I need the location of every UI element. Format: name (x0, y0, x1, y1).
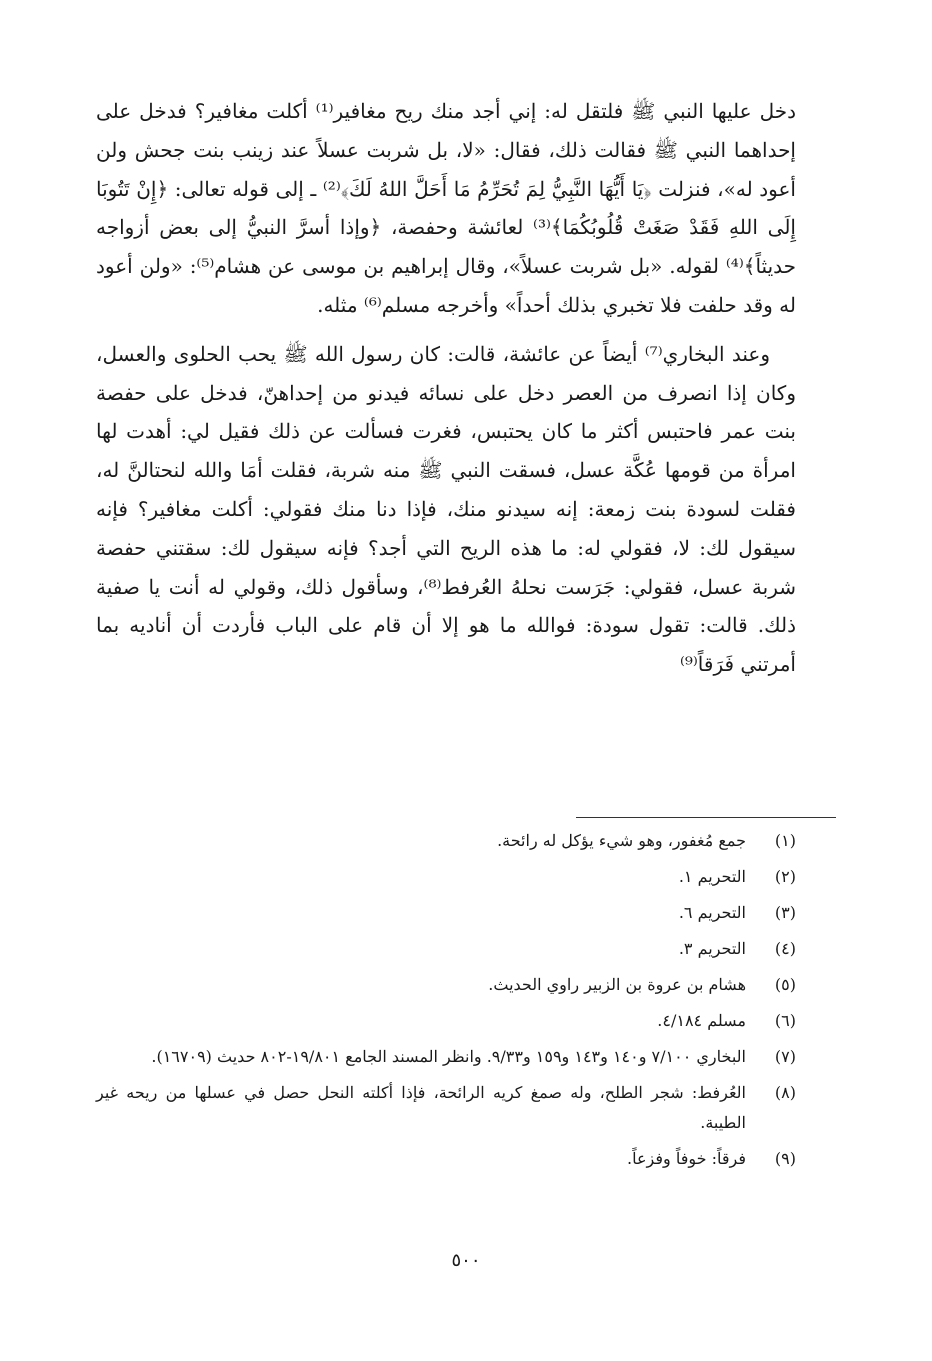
footnote-text: العُرفط: شجر الطلح، وله صمغ كريه الرائحة، فإذا أكلته النحل حصل في عسلها من ريحه غير الطيبة. (96, 1083, 746, 1132)
footnote-number: (٤) (774, 939, 796, 958)
footnote-text: فرقاً: خوفاً وفزعاً. (627, 1149, 746, 1168)
footnote-item (96, 862, 796, 892)
main-text (96, 92, 796, 684)
footnote-text: التحريم ٦. (678, 903, 746, 922)
footnote-item (96, 826, 796, 856)
footnote-number: (٦) (774, 1011, 796, 1030)
footnote-text: هشام بن عروة بن الزبير راوي الحديث. (488, 975, 746, 994)
paragraph-1: دخل عليها النبي ﷺ فلتقل له: إني أجد منك ريح مغافير⁽¹⁾ أكلت مغافير؟ فدخل على إحداهما النبي ﷺ فقالت ذلك، فقال: «لا، بل شربت عسلاً عند زينب بنت جحش ولن أعود له»، فنزلت ﴿يَا أَيُّهَا النَّبِيُّ لِمَ تُحَرِّمُ مَا أَحَلَّ اللهُ لَكَ﴾⁽²⁾ ـ إلى قوله تعالى: ﴿إِنْ تَتُوبَا إِلَى اللهِ فَقَدْ صَغَتْ قُلُوبُكُمَا﴾⁽³⁾ لعائشة وحفصة، ﴿وإذا أسرَّ النبيُّ إلى بعض أزواجه حديثاً﴾⁽⁴⁾ لقوله. «بل شربت عسلاً»، وقال إبراهيم بن موسى عن هشام⁽⁵⁾: «ولن أعود له وقد حلفت فلا تخبري بذلك أحداً» وأخرجه مسلم⁽⁶⁾ مثله. (96, 99, 797, 317)
paragraph-2: وعند البخاري⁽⁷⁾ أيضاً عن عائشة، قالت: كان رسول الله ﷺ يحب الحلوى والعسل، وكان إذا انصرف من العصر دخل على نسائه فيدنو من إحداهنّ، فدخل على حفصة بنت عمر فاحتبس أكثر ما كان يحتبس، فغرت فسألت عن ذلك فقيل لي: أهدت لها امرأة من قومها عُكَّة عسل، فسقت النبي ﷺ منه شربة، فقلت أمَا والله لنحتالنَّ له، فقلت لسودة بنت زمعة: إنه سيدنو منك، فإذا دنا منك فقولي: أكلت مغافير؟ فإنه سيقول لك: لا، فقولي له: ما هذه الريح التي أجد؟ فإنه سيقول لك: سقتني حفصة شربة عسل، فقولي: جَرَست نحلهُ العُرفط⁽⁸⁾، وسأقول ذلك، وقولي له أنت يا صفية ذلك. قالت: تقول سودة: فوالله ما هو إلا أن قام على الباب فأردت أن أناديه بما أمرتني فَرَقاً⁽⁹⁾ (96, 341, 796, 677)
footnote-text: التحريم ٣. (678, 939, 746, 958)
footnote-text: البخاري ٧/١٠٠ و١٤٠ و١٤٣ و١٥٩ و٩/٣٣. وانظر المسند الجامع ١٩/٨٠١-٨٠٢ حديث (١٦٧٠٩). (151, 1047, 746, 1066)
page-number: ٥٠٠ (451, 1250, 481, 1271)
footnote-item (96, 934, 796, 964)
footnote-number: (٢) (774, 867, 796, 886)
footnote-number: (٥) (774, 975, 796, 994)
footnote-text: جمع مُغفور، وهو شيء يؤكل له رائحة. (497, 831, 746, 850)
footnotes (96, 826, 796, 1180)
footnote-text: التحريم ١. (678, 867, 746, 886)
footnote-item (96, 1006, 796, 1036)
footnote-item (96, 1042, 796, 1072)
footnote-number: (٧) (774, 1047, 796, 1066)
footnote-text: مسلم ٤/١٨٤. (657, 1011, 746, 1030)
footnote-separator (576, 817, 836, 818)
footnote-item (96, 970, 796, 1000)
footnote-item (96, 1144, 796, 1174)
footnote-number: (٨) (774, 1083, 796, 1102)
footnote-number: (١) (774, 831, 796, 850)
footnote-number: (٣) (774, 903, 796, 922)
footnote-item (96, 1078, 796, 1138)
footnote-number: (٩) (774, 1149, 796, 1168)
footnote-item (96, 898, 796, 928)
